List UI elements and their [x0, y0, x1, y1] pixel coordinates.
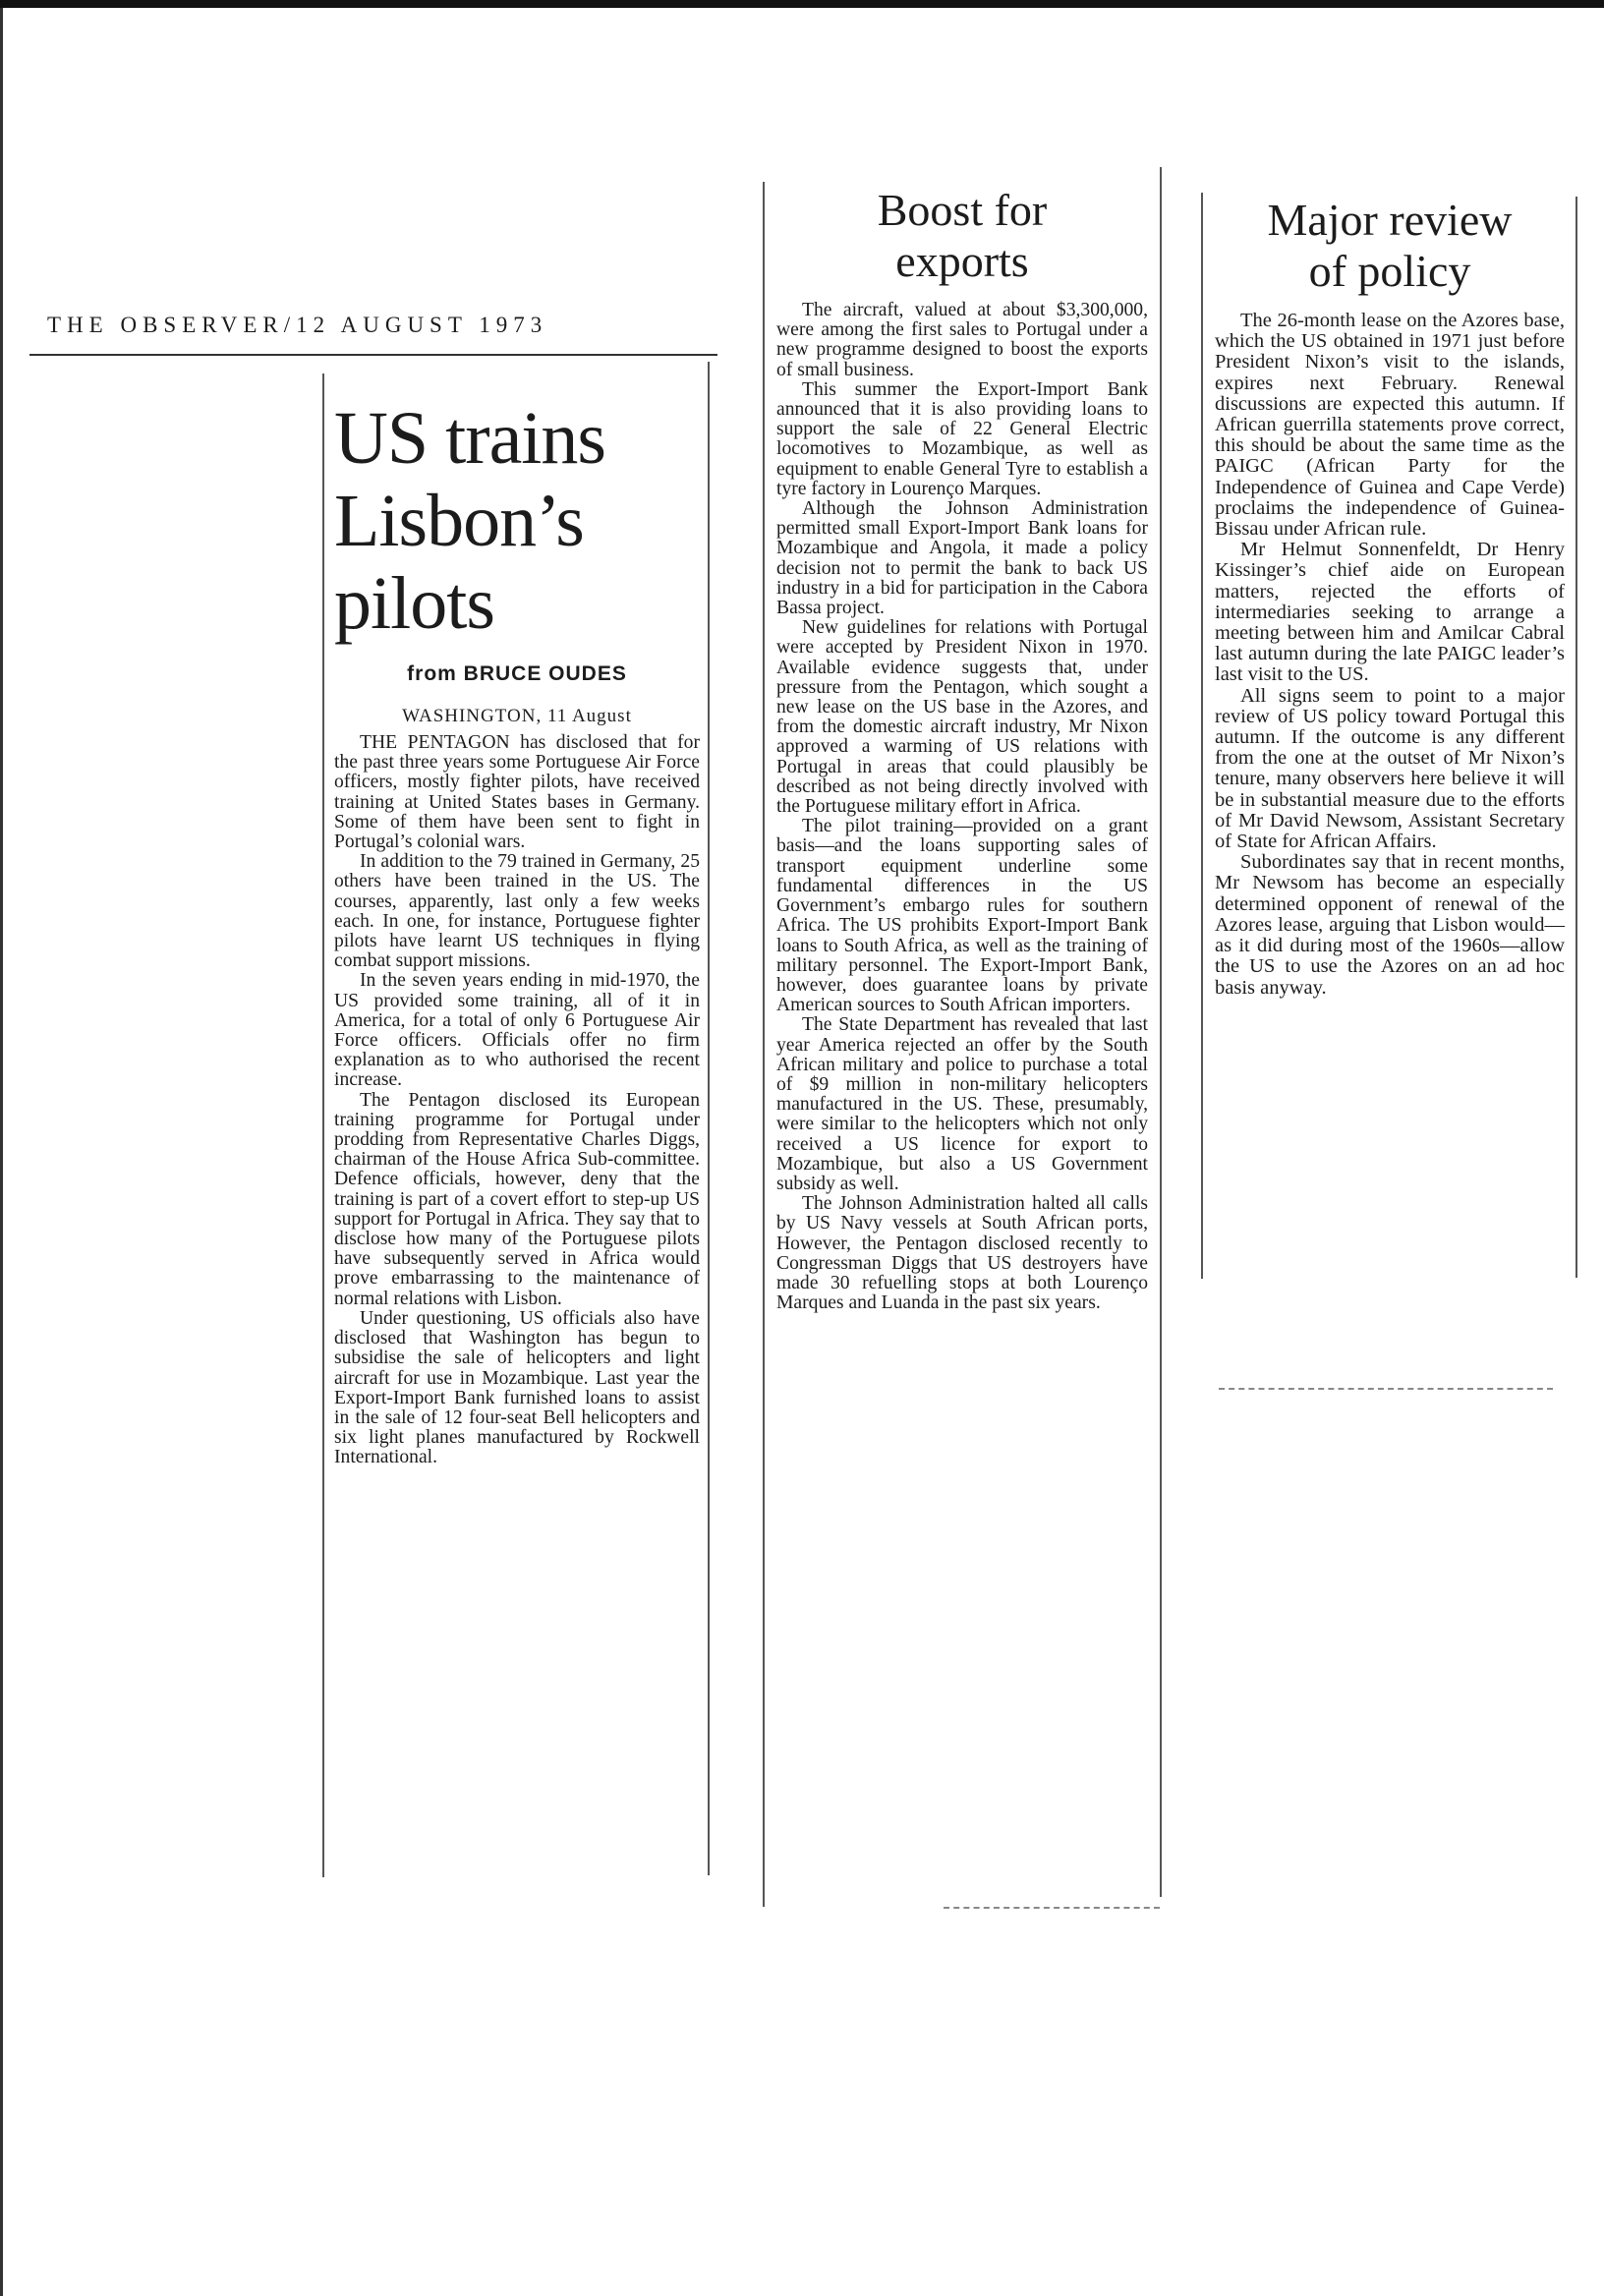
- byline: from BRUCE OUDES: [407, 662, 627, 685]
- article-major-review-of-policy: [1215, 195, 1565, 999]
- column-rule-left: [322, 373, 324, 1877]
- column-rule-e: [1575, 197, 1577, 1278]
- scan-edge-left: [0, 8, 3, 2296]
- article-us-trains-lisbons-pilots: [334, 397, 700, 1468]
- paragraph: In the seven years ending in mid-1970, the US provided some training, all of it in America, for a total of only 6 Portuguese Air Force officers. Officials offer no firm explanation as to who authorised the recent increase.: [334, 970, 700, 1091]
- column-rule-a: [708, 362, 710, 1875]
- scan-edge-top: [0, 0, 1604, 8]
- paragraph: The State Department has revealed that last year America rejected an offer by the South African military and police to purchase a total of $9 million in non-military helicopters manufactured in the US. These, presumably, were similar to the helicopters which not only received a US licence for export to Mozambique, but also a US Government subsidy as well.: [776, 1014, 1148, 1194]
- paragraph: Although the Johnson Administration permitted small Export-Import Bank loans for Mozambique and Angola, it made a policy decision not to permit the bank to back US industry in a bid for participation in the Cabora Bassa project.: [776, 498, 1148, 619]
- masthead-rule: [29, 354, 717, 356]
- paragraph: All signs seem to point to a major review of US policy toward Portugal this autumn. If the outcome is any different from the one at the outset of Mr Nixon’s tenure, many observers here believe it will be in substantial measure due to the efforts of Mr David Newsom, Assistant Secretary of State for African Affairs.: [1215, 684, 1565, 853]
- headline-line: Major review: [1267, 195, 1513, 245]
- paragraph: New guidelines for relations with Portugal were accepted by President Nixon in 1970. Available evidence suggests that, under pressure from the Pentagon, which sought a new lease on the US base in the Azores, and from the domestic aircraft industry, Mr Nixon approved a warming of US relations with Portugal in areas that could plausibly be described as not being directly involved with the Portuguese military effort in Africa.: [776, 617, 1148, 818]
- column-rule-c: [1160, 167, 1162, 1897]
- paragraph: The 26-month lease on the Azores base, which the US obtained in 1971 just before President Nixon’s visit to the islands, expires next February. Renewal discussions are expected this autumn. If African guerrilla statements prove correct, this should be about the same time as the PAIGC (African Party for the Independence of Guinea and Cape Verde) proclaims the independence of Guinea-Bissau under African rule.: [1215, 310, 1565, 541]
- masthead: THE OBSERVER/12 AUGUST 1973: [47, 313, 548, 337]
- column-rule-b: [763, 182, 765, 1907]
- headline-line: Boost for: [877, 185, 1048, 235]
- headline-line: US trains: [334, 397, 605, 480]
- paragraph: The Pentagon disclosed its European training programme for Portugal under prodding from Representative Charles Diggs, chairman of the House Africa Sub-committee. Defence officials, however, deny that the training is part of a covert effort to step-up US support for Portugal in Africa. They say that to disclose how many of the Portuguese pilots have subsequently served in Africa would prove embarrassing to the maintenance of normal relations with Lisbon.: [334, 1089, 700, 1309]
- clipping-edge-middle: [944, 1907, 1160, 1909]
- dateline: WASHINGTON, 11 August: [402, 706, 632, 726]
- paragraph: The pilot training—provided on a grant basis—and the loans supporting sales of transport equipment underline some fundamental differences in the US Government’s embargo rules for southern Africa. The US prohibits Export-Import Bank loans to South Africa, as well as the training of military personnel. The Export-Import Bank, however, does guarantee loans by private American sources to South African importers.: [776, 816, 1148, 1016]
- paragraph: The Johnson Administration halted all calls by US Navy vessels at South African ports, However, the Pentagon disclosed recently to Congressman Diggs that US destroyers have made 30 refuelling stops at both Lourenço Marques and Luanda in the past six years.: [776, 1193, 1148, 1314]
- headline-line: of policy: [1308, 246, 1471, 296]
- headline-line: pilots: [334, 562, 494, 645]
- article-boost-for-exports: [776, 185, 1148, 1313]
- paragraph: Mr Helmut Sonnenfeldt, Dr Henry Kissinger’s chief aide on European matters, rejected the efforts of intermediaries seeking to arrange a meeting between him and Amilcar Cabral last autumn during the late PAIGC leader’s last visit to the US.: [1215, 539, 1565, 686]
- headline-line: exports: [895, 236, 1029, 286]
- paragraph: This summer the Export-Import Bank announced that it is also providing loans to support the sale of 22 General Electric locomotives to Mozambique, as well as equipment to enable General Tyre to establish a tyre factory in Lourenço Marques.: [776, 378, 1148, 499]
- headline: [334, 397, 700, 645]
- headline-line: Lisbon’s: [334, 480, 584, 562]
- paragraph: Under questioning, US officials also have disclosed that Washington has begun to subsidise the sale of helicopters and light aircraft for use in Mozambique. Last year the Export-Import Bank furnished loans to assist in the sale of 12 four-seat Bell helicopters and six light planes manufactured by Rockwell International.: [334, 1307, 700, 1468]
- paragraph: THE PENTAGON has disclosed that for the past three years some Portuguese Air Force officers, mostly fighter pilots, have received training at United States bases in Germany. Some of them have been sent to fight in Portugal’s colonial wars.: [334, 732, 700, 853]
- headline: [1215, 195, 1565, 297]
- paragraph: In addition to the 79 trained in Germany, 25 others have been trained in the US. The courses, apparently, last only a few weeks each. In one, for instance, Portuguese fighter pilots have learnt US techniques in flying combat support missions.: [334, 851, 700, 972]
- headline: [776, 185, 1148, 287]
- paragraph: Subordinates say that in recent months, Mr Newsom has become an especially determined opponent of renewal of the Azores lease, arguing that Lisbon would—as it did during most of the 1960s—allow the US to use the Azores on an ad hoc basis anyway.: [1215, 851, 1565, 999]
- column-rule-d: [1201, 193, 1203, 1279]
- clipping-edge-right: [1219, 1388, 1553, 1390]
- paragraph: The aircraft, valued at about $3,300,000, were among the first sales to Portugal under a new programme designed to boost the exports of small business.: [776, 300, 1148, 380]
